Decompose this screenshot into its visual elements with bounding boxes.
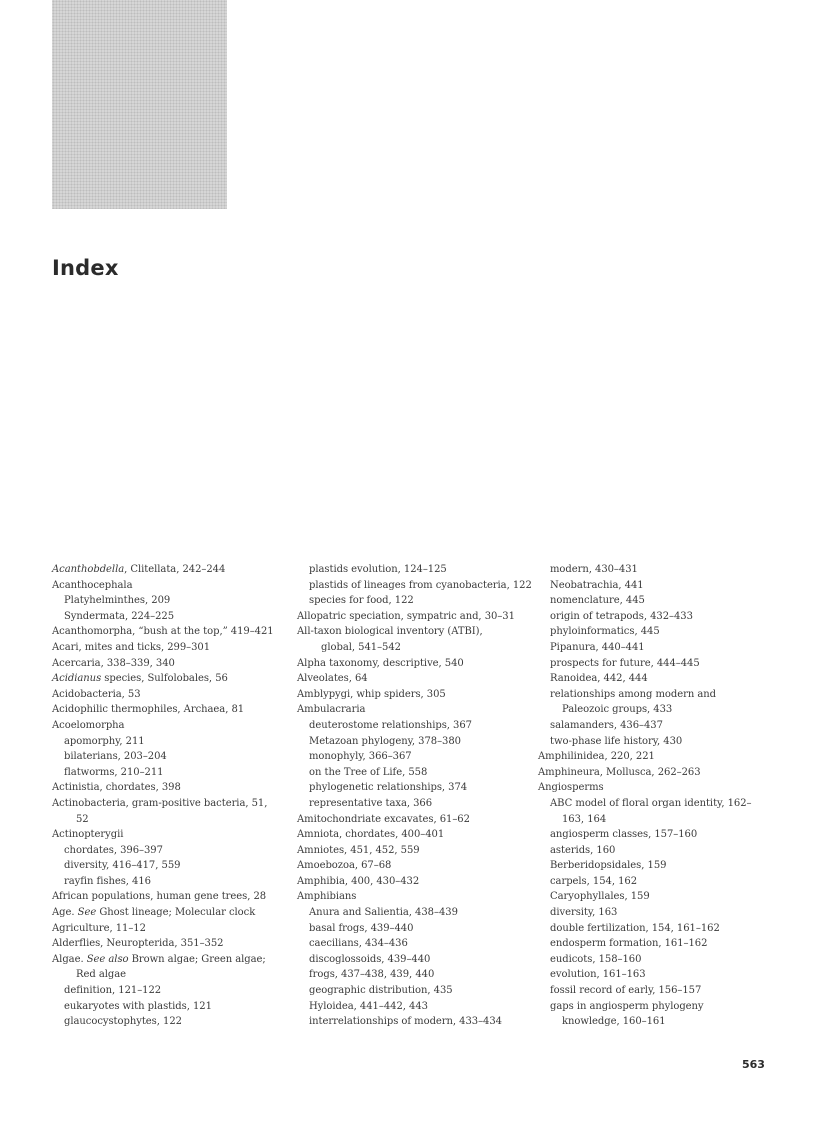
index-entry-text: phyloinformatics, 445: [550, 626, 660, 638]
index-entry-text: origin of tetrapods, 432–433: [550, 610, 693, 622]
index-entry-text: on the Tree of Life, 558: [309, 766, 428, 778]
index-column-3: [538, 562, 778, 1030]
cross-reference-targets: Ghost lineage; Molecular clock: [96, 907, 256, 919]
index-entry-text: chordates, 396–397: [64, 844, 163, 856]
index-entry-text: Alpha taxonomy, descriptive, 540: [297, 657, 464, 669]
index-entry: [52, 921, 292, 937]
index-entry: [538, 796, 778, 812]
index-entry-text: deuterostome relationships, 367: [309, 719, 472, 731]
index-entry-text: Angiosperms: [538, 782, 604, 794]
index-entry-text: Caryophyllales, 159: [550, 891, 650, 903]
index-entry: [297, 936, 537, 952]
index-entry-text: African populations, human gene trees, 28: [52, 891, 267, 903]
index-entry: [538, 1014, 778, 1030]
index-entry-text: Amphibians: [297, 891, 357, 903]
index-entry-text: evolution, 161–163: [550, 969, 646, 981]
index-column-2: [297, 562, 537, 1030]
index-entry: [52, 874, 292, 890]
index-entry: [297, 889, 537, 905]
index-entry-text: eukaryotes with plastids, 121: [64, 1000, 212, 1012]
index-entry-text: eudicots, 158–160: [550, 953, 642, 965]
index-entry-text: frogs, 437–438, 439, 440: [309, 969, 435, 981]
index-entry-text: caecilians, 434–436: [309, 938, 408, 950]
index-entry-text: All-taxon biological inventory (ATBI),: [297, 626, 483, 638]
index-entry-text: modern, 430–431: [550, 564, 638, 575]
index-entry-text: apomorphy, 211: [64, 735, 145, 747]
index-entry-text: diversity, 416–417, 559: [64, 860, 181, 872]
index-entry-text: plastids of lineages from cyanobacteria, 122: [309, 579, 532, 591]
index-entry-text: Acanthocephala: [52, 579, 133, 591]
index-entry-text: Amphibia, 400, 430–432: [297, 875, 420, 887]
index-entry: [52, 812, 292, 828]
index-entry-text: endosperm formation, 161–162: [550, 938, 708, 950]
index-entry: [52, 749, 292, 765]
index-entry-text: Acoelomorpha: [52, 719, 125, 731]
index-entry-text: Acidophilic thermophiles, Archaea, 81: [52, 704, 245, 716]
index-entry: [297, 624, 537, 640]
index-entry-text: Acanthomorpha, “bush at the top,” 419–421: [52, 626, 274, 638]
index-entry-text: basal frogs, 439–440: [309, 922, 414, 934]
index-entry: [538, 640, 778, 656]
index-entry: [538, 702, 778, 718]
index-entry-text: definition, 121–122: [64, 985, 162, 997]
index-entry: [297, 921, 537, 937]
index-entry-text: Pipanura, 440–441: [550, 641, 645, 653]
index-entry-text: 163, 164: [562, 813, 607, 825]
index-entry: [297, 578, 537, 594]
index-entry-text: nomenclature, 445: [550, 595, 645, 607]
index-entry: [538, 843, 778, 859]
index-entry: [297, 718, 537, 734]
index-entry: [297, 874, 537, 890]
index-entry-text: relationships among modern and: [550, 688, 717, 700]
index-entry: [52, 562, 292, 578]
index-entry-text: Berberidopsidales, 159: [550, 860, 667, 872]
index-entry: [538, 921, 778, 937]
index-entry: [52, 780, 292, 796]
index-entry: [52, 578, 292, 594]
index-entry: [538, 874, 778, 890]
index-entry-text: Paleozoic groups, 433: [562, 704, 673, 716]
index-entry-text: asterids, 160: [550, 844, 616, 856]
index-entry: [538, 780, 778, 796]
index-entry: [52, 983, 292, 999]
index-entry: [52, 967, 292, 983]
index-entry: [538, 749, 778, 765]
index-entry: [297, 656, 537, 672]
index-entry-text: Amoebozoa, 67–68: [297, 860, 392, 872]
index-entry-text: species for food, 122: [309, 595, 414, 607]
index-entry-text: Acidobacteria, 53: [52, 688, 141, 700]
index-entry-text: two-phase life history, 430: [550, 735, 683, 747]
index-entry: [52, 765, 292, 781]
index-entry-text: Amphilinidea, 220, 221: [538, 751, 655, 763]
index-entry: [297, 562, 537, 578]
index-entry-text: Age.: [52, 907, 78, 919]
index-entry: [52, 718, 292, 734]
index-entry-term-italic: Acanthobdella: [52, 564, 125, 575]
page-title: Index: [52, 256, 119, 280]
index-entry-text: diversity, 163: [550, 907, 618, 919]
index-entry: [538, 983, 778, 999]
index-entry-text: Alveolates, 64: [297, 673, 368, 685]
index-entry: [52, 952, 292, 968]
index-entry-text: Amphineura, Mollusca, 262–263: [538, 766, 701, 778]
index-entry-text: Ambulacraria: [297, 704, 366, 716]
decorative-dotted-block: [52, 0, 227, 209]
index-entry: [52, 827, 292, 843]
index-entry-text: fossil record of early, 156–157: [550, 985, 702, 997]
index-entry-text: monophyly, 366–367: [309, 751, 412, 763]
index-entry-text: discoglossoids, 439–440: [309, 953, 431, 965]
index-entry: [538, 765, 778, 781]
index-entry-text: Amniota, chordates, 400–401: [297, 829, 445, 841]
index-entry-text: Acercaria, 338–339, 340: [52, 657, 175, 669]
index-entry: [538, 967, 778, 983]
index-entry: [297, 687, 537, 703]
index-entry-text: carpels, 154, 162: [550, 875, 638, 887]
index-entry-term-italic: Acidianus: [52, 673, 102, 685]
index-entry: [297, 812, 537, 828]
index-entry: [538, 593, 778, 609]
index-entry-text: species, Sulfolobales, 56: [101, 673, 228, 685]
index-entry: [538, 609, 778, 625]
index-entry: [538, 562, 778, 578]
index-entry-text: knowledge, 160–161: [562, 1016, 666, 1028]
index-entry-text: 52: [76, 813, 89, 825]
index-entry: [297, 796, 537, 812]
index-entry-text: Allopatric speciation, sympatric and, 30–31: [297, 610, 515, 622]
index-entry: [297, 843, 537, 859]
index-entry-text: , Clitellata, 242–244: [124, 564, 226, 575]
index-entry: [52, 609, 292, 625]
index-entry-text: plastids evolution, 124–125: [309, 564, 447, 575]
index-entry-text: Amniotes, 451, 452, 559: [297, 844, 420, 856]
index-entry-text: Syndermata, 224–225: [64, 610, 175, 622]
index-entry-text: double fertilization, 154, 161–162: [550, 922, 720, 934]
index-entry: [538, 858, 778, 874]
index-entry-text: gaps in angiosperm phylogeny: [550, 1000, 704, 1012]
index-entry: [538, 999, 778, 1015]
index-entry-text: Agriculture, 11–12: [52, 922, 146, 934]
index-entry: [52, 656, 292, 672]
index-entry: [52, 889, 292, 905]
index-entry-text: phylogenetic relationships, 374: [309, 782, 468, 794]
index-entry: [297, 765, 537, 781]
index-entry: [297, 983, 537, 999]
index-entry-text: Ranoidea, 442, 444: [550, 673, 648, 685]
index-entry: [538, 905, 778, 921]
index-entry: [538, 687, 778, 703]
index-entry-text: Actinobacteria, gram-positive bacteria, 51,: [52, 797, 268, 809]
index-entry: [538, 812, 778, 828]
index-entry-text: bilaterians, 203–204: [64, 751, 167, 763]
index-entry-text: Anura and Salientia, 438–439: [309, 907, 458, 919]
index-entry: [538, 889, 778, 905]
index-entry: [538, 734, 778, 750]
index-entry-text: Actinopterygii: [52, 829, 124, 841]
index-entry: [297, 749, 537, 765]
index-entry-text: salamanders, 436–437: [550, 719, 663, 731]
index-entry-text: ABC model of floral organ identity, 162–: [550, 797, 752, 809]
index-entry-text: global, 541–542: [321, 641, 401, 653]
index-entry: [538, 656, 778, 672]
index-entry-text: Red algae: [76, 969, 127, 981]
index-entry: [297, 952, 537, 968]
page-number: 563: [742, 1058, 765, 1071]
index-entry-text: Metazoan phylogeny, 378–380: [309, 735, 461, 747]
index-entry: [538, 578, 778, 594]
index-entry-text: Platyhelminthes, 209: [64, 595, 171, 607]
index-entry: [297, 967, 537, 983]
index-entry: [52, 593, 292, 609]
index-entry: [52, 734, 292, 750]
index-entry: [52, 624, 292, 640]
index-entry: [52, 1014, 292, 1030]
index-entry-text: rayfin fishes, 416: [64, 875, 151, 887]
index-entry: [297, 1014, 537, 1030]
index-entry-text: Alderflies, Neuropterida, 351–352: [52, 938, 224, 950]
index-entry: [297, 702, 537, 718]
index-entry: [538, 952, 778, 968]
index-entry: [538, 671, 778, 687]
index-entry: [538, 718, 778, 734]
index-entry: [297, 640, 537, 656]
index-entry: [297, 609, 537, 625]
index-entry: [297, 905, 537, 921]
index-entry: [52, 687, 292, 703]
index-entry-text: prospects for future, 444–445: [550, 657, 700, 669]
index-entry-text: Neobatrachia, 441: [550, 579, 644, 591]
index-column-1: [52, 562, 292, 1030]
index-entry: [297, 671, 537, 687]
index-entry: [538, 624, 778, 640]
index-entry: [52, 702, 292, 718]
index-entry-text: glaucocystophytes, 122: [64, 1016, 182, 1028]
index-entry: [52, 796, 292, 812]
index-entry-text: Amitochondriate excavates, 61–62: [297, 813, 470, 825]
cross-reference-targets: Brown algae; Green algae;: [128, 953, 266, 965]
index-entry: [52, 905, 292, 921]
index-entry-text: flatworms, 210–211: [64, 766, 164, 778]
index-entry-text: Acari, mites and ticks, 299–301: [52, 641, 211, 653]
index-entry: [297, 593, 537, 609]
index-entry: [52, 936, 292, 952]
index-entry: [297, 827, 537, 843]
index-entry-text: interrelationships of modern, 433–434: [309, 1016, 502, 1028]
index-entry: [538, 936, 778, 952]
index-entry-text: angiosperm classes, 157–160: [550, 829, 698, 841]
index-entry: [297, 780, 537, 796]
index-entry: [52, 999, 292, 1015]
index-entry-text: Amblypygi, whip spiders, 305: [297, 688, 446, 700]
index-entry: [52, 671, 292, 687]
index-entry: [297, 858, 537, 874]
index-entry: [52, 640, 292, 656]
index-entry-text: Hyloidea, 441–442, 443: [309, 1000, 428, 1012]
index-entry: [297, 999, 537, 1015]
index-entry: [297, 734, 537, 750]
index-entry-text: Algae.: [52, 953, 87, 965]
index-entry: [538, 827, 778, 843]
index-entry-text: representative taxa, 366: [309, 797, 433, 809]
index-entry: [52, 843, 292, 859]
cross-reference-label: See: [77, 907, 97, 919]
index-entry-text: Actinistia, chordates, 398: [52, 782, 181, 794]
index-entry: [52, 858, 292, 874]
index-entry-text: geographic distribution, 435: [309, 985, 453, 997]
cross-reference-label: See also: [86, 953, 129, 965]
